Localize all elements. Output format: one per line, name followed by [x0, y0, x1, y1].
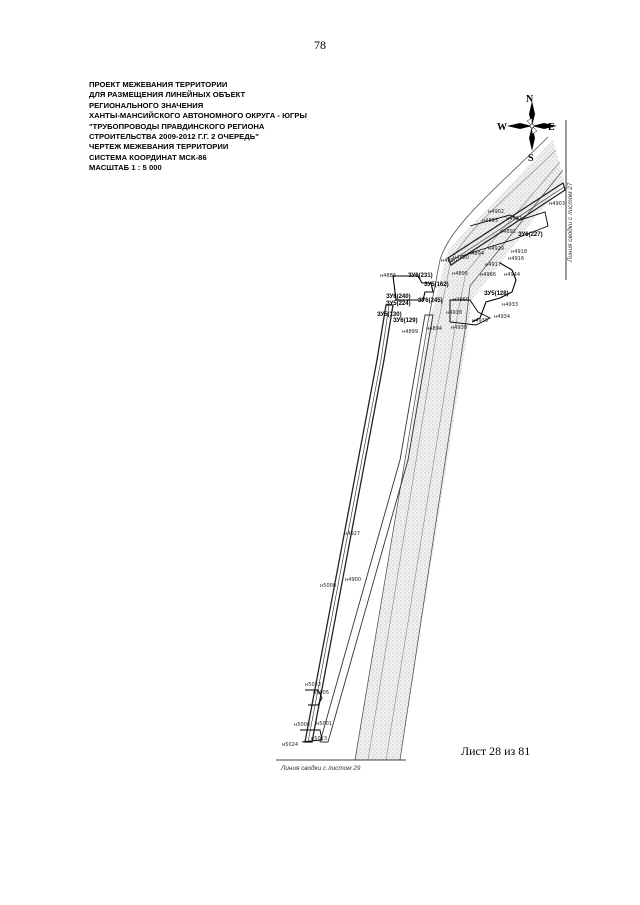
point-label: н4886: [380, 273, 396, 279]
point-label: н4918: [511, 249, 527, 255]
point-label: н5000: [320, 583, 336, 589]
compass-south: S: [528, 153, 534, 164]
page-number: 78: [314, 38, 326, 52]
point-label: н4930: [451, 325, 467, 331]
point-label: н4917: [485, 262, 501, 268]
parcel-label: ЗУ5(130): [377, 312, 402, 318]
title-line: ЧЕРТЕЖ МЕЖЕВАНИЯ ТЕРРИТОРИИ: [89, 142, 229, 152]
seam-label-bottom: Линия сводки с листом 29: [281, 765, 361, 772]
title-line: ХАНТЫ-МАНСИЙСКОГО АВТОНОМНОГО ОКРУГА - ЮГРЫ: [89, 111, 308, 121]
point-label: н4916: [508, 256, 524, 262]
title-line: ПРОЕКТ МЕЖЕВАНИЯ ТЕРРИТОРИИ: [89, 80, 228, 89]
point-label: н4903: [549, 201, 565, 207]
parcel-label: ЗУ6(227): [518, 232, 543, 238]
compass-north: N: [526, 94, 534, 105]
title-line: СТРОИТЕЛЬСТВА 2009-2012 Г.Г. 2 ОЧЕРЕДЬ": [89, 132, 259, 142]
point-label: н5005: [313, 690, 329, 696]
parcel-label: ЗУ6(240): [386, 294, 411, 300]
point-label: н4890: [441, 258, 457, 264]
parcel-label: ЗУ6(231): [408, 273, 433, 279]
point-label: н4927: [344, 531, 360, 537]
sheet-label: Лист 28 из 81: [461, 744, 531, 758]
parcel-label: ЗУ6(129): [393, 318, 418, 324]
point-label: н4938: [446, 310, 462, 316]
point-label: н5022: [305, 682, 321, 688]
point-label: н5023: [311, 736, 327, 742]
point-label: н4944: [504, 272, 520, 278]
point-label: н4899: [402, 329, 418, 335]
point-label: н4894: [468, 251, 484, 257]
point-label: н4902: [488, 209, 504, 215]
point-label: н4960: [453, 297, 469, 303]
title-line: "ТРУБОПРОВОДЫ ПРАВДИНСКОГО РЕГИОНА: [89, 121, 265, 131]
title-line: РЕГИОНАЛЬНОГО ЗНАЧЕНИЯ: [89, 100, 204, 110]
point-label: н5024: [282, 742, 298, 748]
compass-west: W: [497, 122, 507, 133]
point-label: н4933: [502, 302, 518, 308]
point-label: н4900: [345, 577, 361, 583]
parcel-label: ЗУ5(224): [386, 301, 411, 307]
point-label: н4929: [488, 246, 504, 252]
title-line: ДЛЯ РАЗМЕЩЕНИЯ ЛИНЕЙНЫХ ОБЪЕКТ: [89, 90, 246, 100]
point-label: н5001: [316, 721, 332, 727]
parcel-label: ЗУ6(245): [418, 298, 443, 304]
parcel-label: ЗУ5(128): [484, 291, 509, 297]
point-label: н4893: [482, 218, 498, 224]
point-label: н4894: [426, 326, 442, 332]
point-label: н5006: [294, 722, 310, 728]
point-label: н4895: [452, 271, 468, 277]
title-line: МАСШТАБ 1 : 5 000: [89, 163, 162, 173]
seam-label-right: Линия сводки с листом 27: [567, 182, 574, 262]
point-label: н4892: [500, 229, 516, 235]
title-line: СИСТЕМА КООРДИНАТ МСК-86: [89, 152, 207, 162]
point-label: н4966: [480, 272, 496, 278]
point-label: н4880: [453, 255, 469, 261]
point-label: н4934: [494, 314, 510, 320]
point-label: н4901: [506, 216, 522, 222]
compass-east: E: [548, 122, 555, 133]
point-label: н4936: [472, 318, 488, 324]
parcel-label: ЗУ5(162): [424, 282, 449, 288]
